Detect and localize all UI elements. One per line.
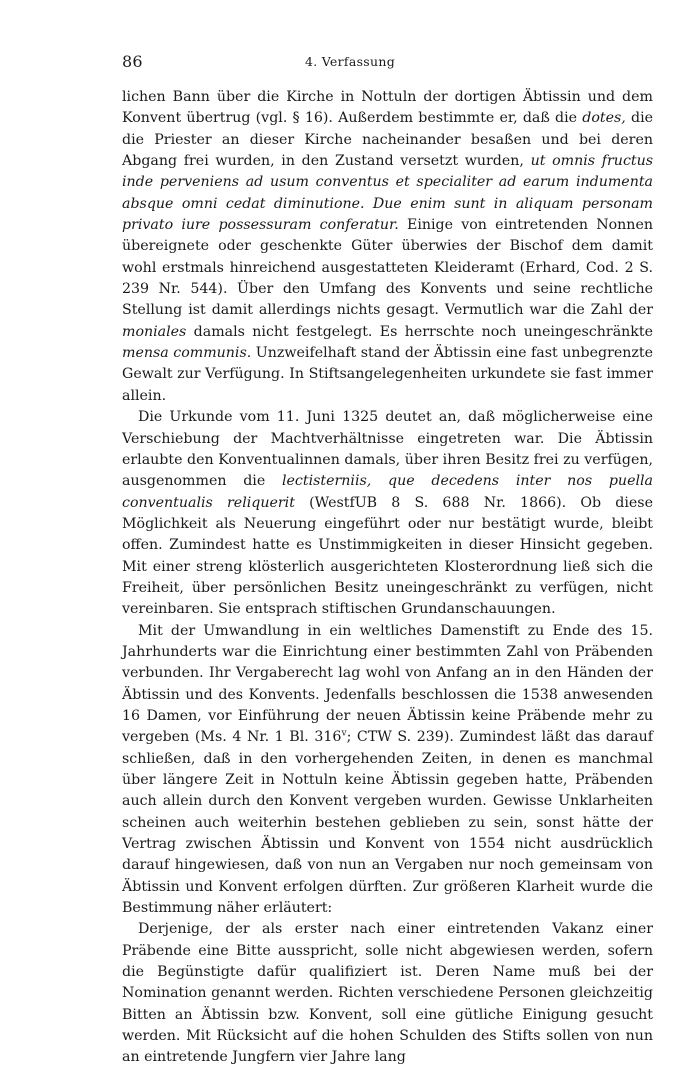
paragraph-4	[122, 919, 653, 1068]
text-run: damals nicht festgelegt. Es herrschte noch uneingeschränkte	[186, 323, 653, 340]
paragraph-3	[122, 621, 653, 920]
superscript: v	[341, 728, 347, 739]
text-run: Unzweifelhaft stand der Äbtissin eine fast unbegrenzte Gewalt zur Verfügung. In Stiftsangelegenheiten urkundete sie fast immer allein.	[122, 345, 653, 404]
text-run: Die Urkunde vom 11. Juni 1325 deutet an, daß möglicherweise eine Verschiebung der Machtverhältnisse eingetreten war. Die Äbtissin erlaubte den Konventualinnen damals, über ihren Besitz frei zu verfügen, ausgenommen die	[122, 409, 653, 490]
latin-quote: ut omnis fructus inde perveniens ad usum conventus et specialiter ad earum indumenta absque omni cedat diminutione. Due enim sunt in aliquam personam privato iure possessuram conferatur.	[122, 153, 654, 234]
text-run: (WestfUB 8 S. 688 Nr. 1866). Ob diese Möglichkeit als Neuerung eingeführt oder nur bestätigt wurde, bleibt offen. Zumindest hatte es Unstimmigkeiten in dieser Hinsicht gegeben. Mit einer streng klösterlich ausgerichteten Klosterordnung ließ sich die Freiheit, über persönlichen Besitz uneingeschränkt zu verfügen, nicht vereinbaren. Sie entsprach stiftischen Grundanschauungen.	[122, 494, 653, 618]
text-run: Derjenige, der als erster nach einer eintretenden Vakanz einer Präbende eine Bitte ausspricht, solle nicht abgewiesen werden, sofern die Begünstigte dafür qualifiziert ist. Deren Name muß bei der Nomination genannt werden. Richten verschiedene Personen gleichzeitig Bitten an Äbtissin bzw. Konvent, soll eine gütliche Einigung gesucht werden. Mit Rücksicht auf die hohen Schulden des Stifts sollen von nun an eintretende Jungfern vier Jahre lang	[122, 921, 653, 1066]
text-run: Einige von eintretenden Nonnen übereignete oder geschenkte Güter überwies der Bischof dem damit wohl erstmals hinreichend ausgestatteten Kleideramt (Erhard, Cod. 2 S. 239 Nr. 544). Über den Umfang des Konvents und seine rechtliche Stellung ist damit allerdings nichts gesagt. Vermutlich war die Zahl der	[122, 217, 653, 319]
text-run: lichen Bann über die Kirche in Nottuln der dortigen Äbtissin und dem Konvent übertrug (vgl. § 16). Außerdem bestimmte er, daß die	[122, 89, 653, 127]
paragraph-2	[122, 407, 653, 620]
running-title: 4. Verfassung	[304, 54, 396, 69]
latin-quote: dotes,	[582, 110, 626, 127]
text-run: die die Priester an dieser Kirche nacheinander besaßen und bei deren Abgang frei wurden, in den Zustand versetzt wurden,	[122, 110, 653, 170]
text-run: ; CTW S. 239). Zumindest läßt das darauf schließen, daß in den vorhergehenden Zeiten, in denen es manchmal über längere Zeit in Nottuln keine Äbtissin gegeben hatte, Präbenden auch allein durch den Konvent vergeben wurden. Gewisse Unklarheiten scheinen auch weiterhin bestehen geblieben zu sein, sonst hätte der Vertrag zwischen Äbtissin und Konvent von 1554 nicht ausdrücklich darauf hingewiesen, daß von nun an Vergaben nur noch gemeinsam von Äbtissin und Konvent erfolgen dürften. Zur größeren Klarheit wurde die Bestimmung näher erläutert:	[122, 729, 653, 917]
latin-quote: mensa communis.	[122, 345, 252, 362]
paragraph-1	[122, 87, 653, 407]
latin-quote: lectisterniis, que decedens inter nos puella conventualis reliquerit	[122, 473, 653, 511]
page-number: 86	[122, 52, 143, 71]
latin-quote: moniales	[122, 323, 187, 340]
text-run: Mit der Umwandlung in ein weltliches Damenstift zu Ende des 15. Jahrhunderts war die Einrichtung einer bestimmten Zahl von Präbenden verbunden. Ihr Vergaberecht lag wohl von Anfang an in den Händen der Äbtissin und des Konvents. Jedenfalls beschlossen die 1538 anwesenden 16 Damen, vor Einführung der neuen Äbtissin keine Präbende mehr zu vergeben (Ms. 4 Nr. 1 Bl. 316	[122, 622, 653, 746]
body-text	[122, 87, 653, 1069]
